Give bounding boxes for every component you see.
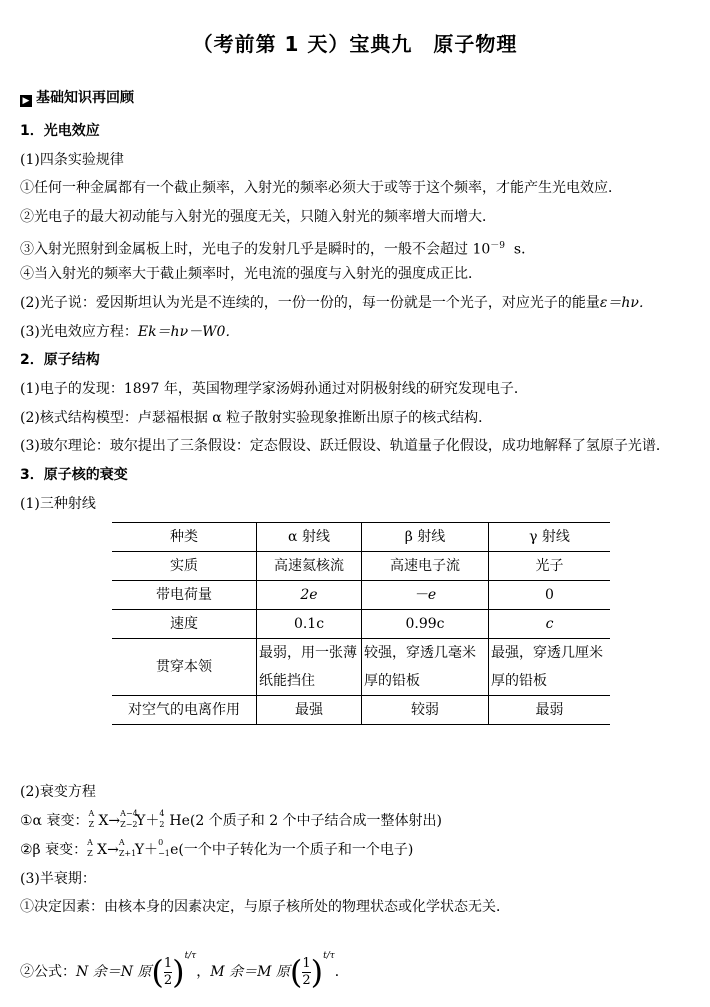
page-title: （考前第 1 天）宝典九 原子物理 (192, 32, 518, 56)
alpha-decay-label: ①α 衰变： (20, 813, 89, 829)
s1-rule-2: ②光电子的最大初动能与入射光的强度无关，只随入射光的频率增大而增大． (20, 209, 496, 225)
table-cell: 0.99c (362, 610, 489, 639)
s2-heading: 2．原子结构 (20, 352, 100, 368)
table-cell: 带电荷量 (112, 581, 257, 610)
s2-line-1: (1)电子的发现：1897 年，英国物理学家汤姆孙通过对阴极射线的研究发现电子． (20, 381, 528, 397)
fraction: $\frac{1}{2}$ (302, 955, 311, 988)
table-cell: 0 (489, 581, 611, 610)
alpha-decay-line (20, 811, 442, 831)
s2-line-2: (2)核式结构模型：卢瑟福根据 α 粒子散射实验现象推断出原子的核式结构． (20, 410, 493, 426)
s1-p1-heading: (1)四条实验规律 (20, 152, 124, 168)
table-cell: 最弱，用一张薄纸能挡住 (257, 639, 362, 696)
table-row (112, 610, 610, 639)
beta-decay-note: (一个中子转化为一个质子和一个电子) (178, 842, 414, 858)
table-cell: 较弱 (362, 696, 489, 725)
table-header-cell: α 射线 (257, 523, 362, 552)
s1-rule-3-exp: －9 (490, 241, 505, 251)
s1-rule-1: ①任何一种金属都有一个截止频率，入射光的频率必须大于或等于这个频率，才能产生光电效应． (20, 180, 622, 196)
s1-p2-formula: ε＝hν． (599, 295, 653, 311)
play-icon: ▶ (20, 95, 32, 107)
s1-rule-4: ④当入射光的频率大于截止频率时，光电流的强度与入射光的强度成正比． (20, 266, 482, 282)
m-remaining-formula: M 余＝M 原 (210, 964, 290, 980)
table-cell: 贯穿本领 (112, 639, 257, 696)
beta-decay-equation: A Z X→ A Z+1 Y＋ 0 −1 e (87, 838, 179, 858)
alpha-decay-note: (2 个质子和 2 个中子结合成一整体射出) (189, 813, 443, 829)
section-heading-text: 基础知识再回顾 (36, 90, 134, 106)
table-cell: 对空气的电离作用 (112, 696, 257, 725)
half-life-formula-line: ②公式：N 余＝N 原( $\frac{1}{2}$ )$^{t/\tau}$，M 余＝M 原( $\frac{1}{2}$ )$^{t/\tau}$． (20, 951, 349, 991)
table-cell: 实质 (112, 552, 257, 581)
rays-table (112, 522, 610, 725)
s1-p2-text: (2)光子说：爱因斯坦认为光是不连续的，一份一份的，每一份就是一个光子，对应光子的能量 (20, 295, 600, 311)
table-cell: 2e (257, 581, 362, 610)
n-remaining-formula: N 余＝N 原 (76, 964, 152, 980)
table-row (112, 639, 610, 696)
table-cell: 最弱 (489, 696, 611, 725)
table-header-cell: 种类 (112, 523, 257, 552)
s3-p2-heading: (2)衰变方程 (20, 784, 96, 800)
fraction: $\frac{1}{2}$ (163, 955, 173, 988)
s1-p2 (20, 293, 653, 313)
half-life-factor: ①决定因素：由核本身的因素决定，与原子核所处的物理状态或化学状态无关． (20, 899, 510, 915)
table-row (112, 581, 610, 610)
s3-p1-heading: (1)三种射线 (20, 496, 96, 512)
alpha-decay-equation: A Z X→ A−4 Z−2 Y＋ 4 2 He (88, 809, 190, 829)
beta-decay-line (20, 840, 413, 860)
s1-rule-3 (20, 236, 535, 260)
table-cell: 最强，穿透几厘米厚的铅板 (489, 639, 611, 696)
s1-rule-3-text: ③入射光照射到金属板上时，光电子的发射几乎是瞬时的，一般不会超过 10 (20, 241, 491, 258)
table-row (112, 696, 610, 725)
table-header-cell: γ 射线 (489, 523, 611, 552)
half-life-formula-label: ②公式： (20, 964, 76, 980)
table-cell: 高速氦核流 (257, 552, 362, 581)
s1-p3-text: (3)光电效应方程： (20, 324, 138, 340)
exponent: t/τ (323, 951, 335, 961)
table-row (112, 523, 610, 552)
table-cell: c (489, 610, 611, 639)
table-cell: 光子 (489, 552, 611, 581)
table-cell: －e (362, 581, 489, 610)
exponent: t/τ (184, 951, 197, 961)
table-row (112, 552, 610, 581)
table-cell: 最强 (257, 696, 362, 725)
table-cell: 速度 (112, 610, 257, 639)
s1-p3-formula: Ek＝hν－W0． (137, 324, 240, 340)
s1-rule-3-unit: s． (513, 241, 536, 258)
s1-heading: 1．光电效应 (20, 123, 100, 139)
table-cell: 较强，穿透几毫米厚的铅板 (362, 639, 489, 696)
s3-p3-heading: (3)半衰期： (20, 871, 96, 887)
s2-line-3: (3)玻尔理论：玻尔提出了三条假设：定态假设、跃迁假设、轨道量子化假设，成功地解释了氢原子光谱． (20, 438, 670, 454)
table-header-cell: β 射线 (362, 523, 489, 552)
beta-decay-label: ②β 衰变： (20, 842, 88, 858)
s3-heading: 3．原子核的衰变 (20, 467, 128, 483)
table-cell: 高速电子流 (362, 552, 489, 581)
s1-p3 (20, 322, 239, 342)
table-cell: 0.1c (257, 610, 362, 639)
section-heading (20, 88, 134, 108)
